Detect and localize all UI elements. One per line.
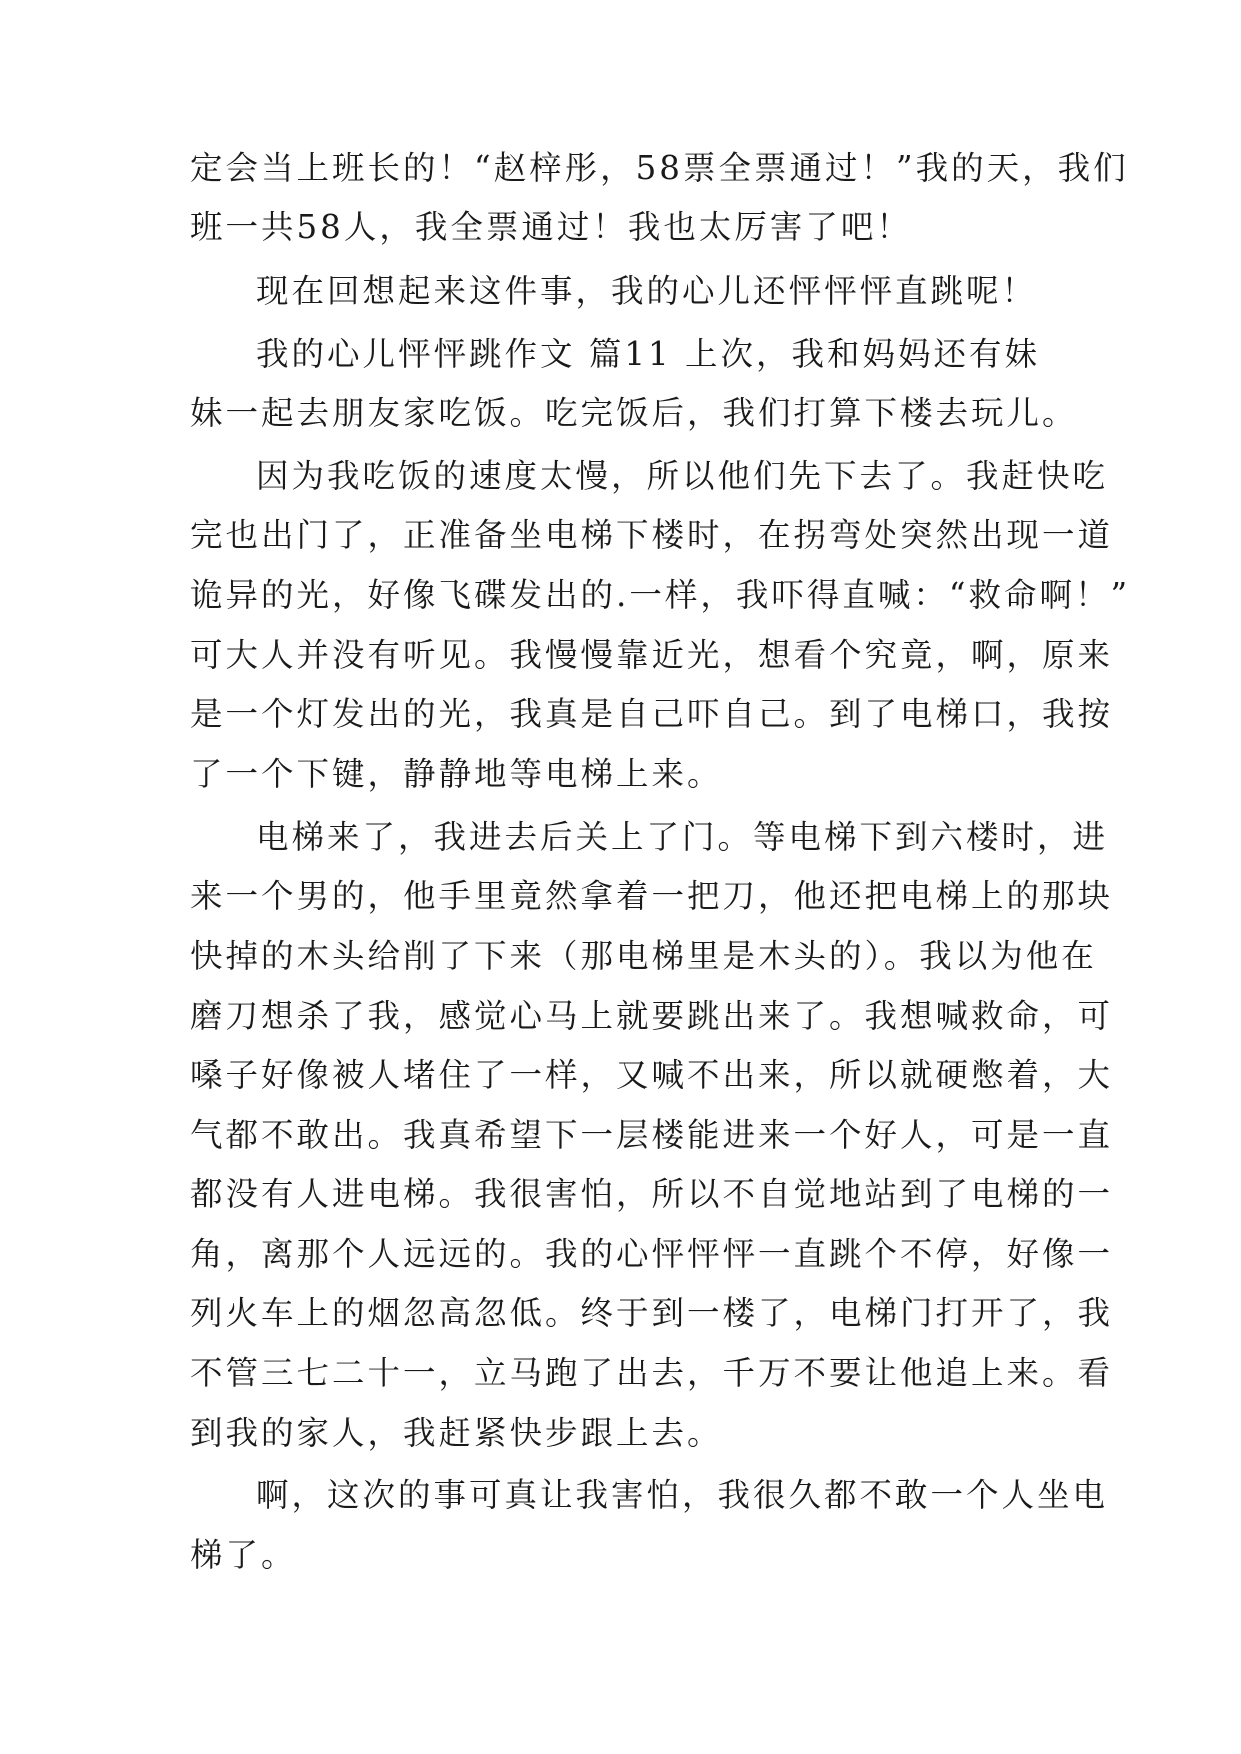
text-line: 列火车上的烟忽高忽低。终于到一楼了，电梯门打开了，我 (190, 1294, 1114, 1332)
text-line: 不管三七二十一，立马跑了出去，千万不要让他追上来。看 (190, 1354, 1114, 1392)
text-line: 诡异的光，好像飞碟发出的.一样，我吓得直喊：“救命啊！” (190, 576, 1131, 614)
text-line: 来一个男的，他手里竟然拿着一把刀，他还把电梯上的那块 (190, 877, 1114, 915)
text-line: 定会当上班长的！“赵梓彤，58票全票通过！”我的天，我们 (190, 149, 1129, 187)
text-line: 是一个灯发出的光，我真是自己吓自己。到了电梯口，我按 (190, 695, 1114, 733)
text-line: 可大人并没有听见。我慢慢靠近光，想看个究竟，啊，原来 (190, 636, 1114, 674)
text-line: 现在回想起来这件事，我的心儿还怦怦怦直跳呢！ (256, 272, 1038, 310)
text-line: 了一个下键，静静地等电梯上来。 (190, 755, 723, 793)
text-line: 电梯来了，我进去后关上了门。等电梯下到六楼时，进 (256, 818, 1109, 856)
text-line: 梯了。 (190, 1536, 297, 1574)
text-line: 啊，这次的事可真让我害怕，我很久都不敢一个人坐电 (256, 1476, 1109, 1514)
text-line: 到我的家人，我赶紧快步跟上去。 (190, 1414, 723, 1452)
text-line: 都没有人进电梯。我很害怕，所以不自觉地站到了电梯的一 (190, 1175, 1114, 1213)
text-line: 因为我吃饭的速度太慢，所以他们先下去了。我赶快吃 (256, 457, 1109, 495)
text-line: 气都不敢出。我真希望下一层楼能进来一个好人，可是一直 (190, 1116, 1114, 1154)
text-line: 嗓子好像被人堵住了一样，又喊不出来，所以就硬憋着，大 (190, 1056, 1114, 1094)
text-line: 磨刀想杀了我，感觉心马上就要跳出来了。我想喊救命，可 (190, 997, 1114, 1035)
text-line: 妹一起去朋友家吃饭。吃完饭后，我们打算下楼去玩儿。 (190, 394, 1078, 432)
section-heading-line: 我的心儿怦怦跳作文 篇11 上次，我和妈妈还有妹 (256, 335, 1041, 373)
text-line: 角，离那个人远远的。我的心怦怦怦一直跳个不停，好像一 (190, 1235, 1114, 1273)
text-line: 完也出门了，正准备坐电梯下楼时，在拐弯处突然出现一道 (190, 516, 1114, 554)
text-line: 快掉的木头给削了下来（那电梯里是木头的）。我以为他在 (190, 937, 1097, 975)
text-line: 班一共58人，我全票通过！我也太厉害了吧！ (190, 208, 912, 246)
